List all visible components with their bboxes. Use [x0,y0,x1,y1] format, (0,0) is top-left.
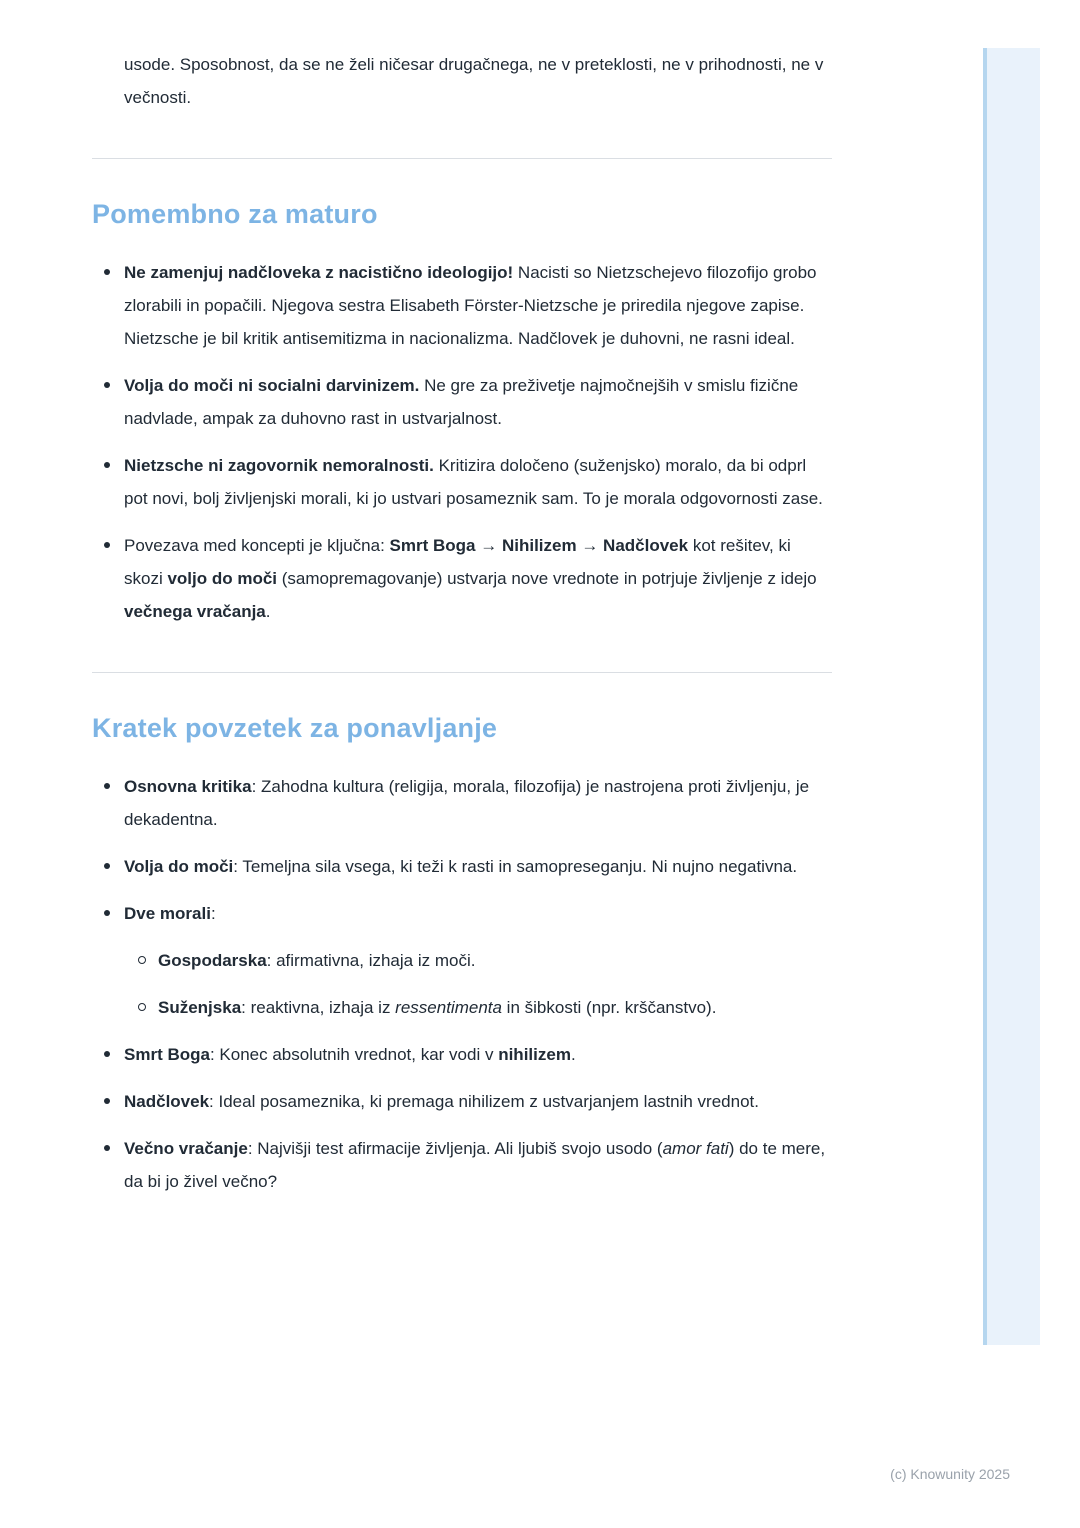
bullet-text: : Ideal posameznika, ki premaga nihilizem z ustvarjanjem lastnih vrednot. [209,1092,759,1111]
bullet-text: : afirmativna, izhaja iz moči. [266,951,476,970]
bullet-text: : Zahodna kultura (religija, morala, filozofija) je nastrojena proti življenju, je dekadentna. [124,777,810,829]
list-item [124,770,832,836]
bullet-bold-lead: Večno vračanje [124,1139,248,1158]
concept-volja-do-moci: voljo do moči [167,569,278,588]
bullet-bold-lead: Dve morali [124,904,211,923]
list-item [124,529,832,628]
bullet-bold-lead: Ne zamenjuj nadčloveka z nacistično ideologijo! [124,263,514,282]
bullet-text: : Konec absolutnih vrednot, kar vodi v [209,1045,499,1064]
term-amor-fati: amor fati [662,1139,729,1158]
section-title-matura: Pomembno za maturo [92,199,378,229]
bullet-bold-lead: Osnovna kritika [124,777,252,796]
bullet-text: : Temeljna sila vsega, ki teži k rasti in samopreseganju. Ni nujno negativna. [233,857,798,876]
bullet-bold-lead: Suženjska [158,998,242,1017]
bullet-text: kot rešitev, ki skozi [124,536,791,588]
sub-list-item [158,944,832,977]
list-item [124,449,832,515]
section-divider [92,158,832,159]
bullet-text: . [570,1045,576,1064]
list-item [124,1038,832,1071]
concept-nihilizem: nihilizem [498,1045,571,1064]
bullet-text: : Najvišji test afirmacije življenja. Ali ljubiš svojo usodo ( [247,1139,663,1158]
bullet-text: : reaktivna, izhaja iz [241,998,396,1017]
top-paragraph-text: usode. Sposobnost, da se ne želi ničesar drugačnega, ne v preteklosti, ne v prihodnosti, ne v večnosti. [124,55,824,107]
list-item [124,850,832,883]
bullet-text: Ne gre za preživetje najmočnejših v smislu fizične nadvlade, ampak za duhovno rast in ustvarjalnost. [124,376,799,428]
footer-credit: (c) Knowunity 2025 [890,1466,1010,1482]
sub-list-item [158,991,832,1024]
bullet-bold-lead: Nadčlovek [124,1092,210,1111]
list-item [124,1132,832,1198]
bullet-text: in šibkosti (npr. krščanstvo). [501,998,717,1017]
bullet-text: Povezava med koncepti je ključna: [124,536,390,555]
list-item [124,897,832,1024]
list-item [124,369,832,435]
bullet-text: (samopremagovanje) ustvarja nove vrednote in potrjuje življenje z idejo [277,569,817,588]
bullet-bold-lead: Smrt Boga [124,1045,210,1064]
concept-smrt-boga: Smrt Boga [389,536,476,555]
bullet-text: Nacisti so Nietzschejevo filozofijo grobo zlorabili in popačili. Njegova sestra Elisabeth Förster-Nietzsche je priredila njegove zapise. Nietzsche je bil kritik antisemitizma in nacionalizma. Nadčlovek je duhovni, ne rasni ideal. [124,263,817,348]
list-item [124,256,832,355]
right-side-strip [983,48,1040,1345]
bullet-text: . [265,602,271,621]
list-item [124,1085,832,1118]
bullet-bold-lead: Nietzsche ni zagovornik nemoralnosti. [124,456,434,475]
concept-vecno-vracanje: večnega vračanja [124,602,266,621]
morali-sub-list [124,944,832,1024]
arrow-glyph: → [475,536,502,555]
povzetek-bullet-list [92,770,832,1198]
matura-bullet-list [92,256,832,628]
bullet-bold-lead: Gospodarska [158,951,267,970]
section-divider [92,672,832,673]
term-ressentiment: ressentimenta [395,998,502,1017]
bullet-text: : [210,904,216,923]
bullet-bold-lead: Volja do moči ni socialni darvinizem. [124,376,420,395]
section-title-povzetek: Kratek povzetek za ponavljanje [92,713,498,743]
top-paragraph [92,48,832,114]
arrow-glyph: → [576,536,604,555]
concept-nadclovek: Nadčlovek [603,536,689,555]
bullet-text: ) do te mere, da bi jo živel večno? [124,1139,826,1191]
bullet-bold-lead: Volja do moči [124,857,234,876]
concept-nihilizem: Nihilizem [501,536,577,555]
document-content [92,48,832,1212]
bullet-text: Kritizira določeno (suženjsko) moralo, da bi odprl pot novi, bolj življenjski morali, ki jo ustvari posameznik sam. To je morala odgovornosti zase. [124,456,823,508]
